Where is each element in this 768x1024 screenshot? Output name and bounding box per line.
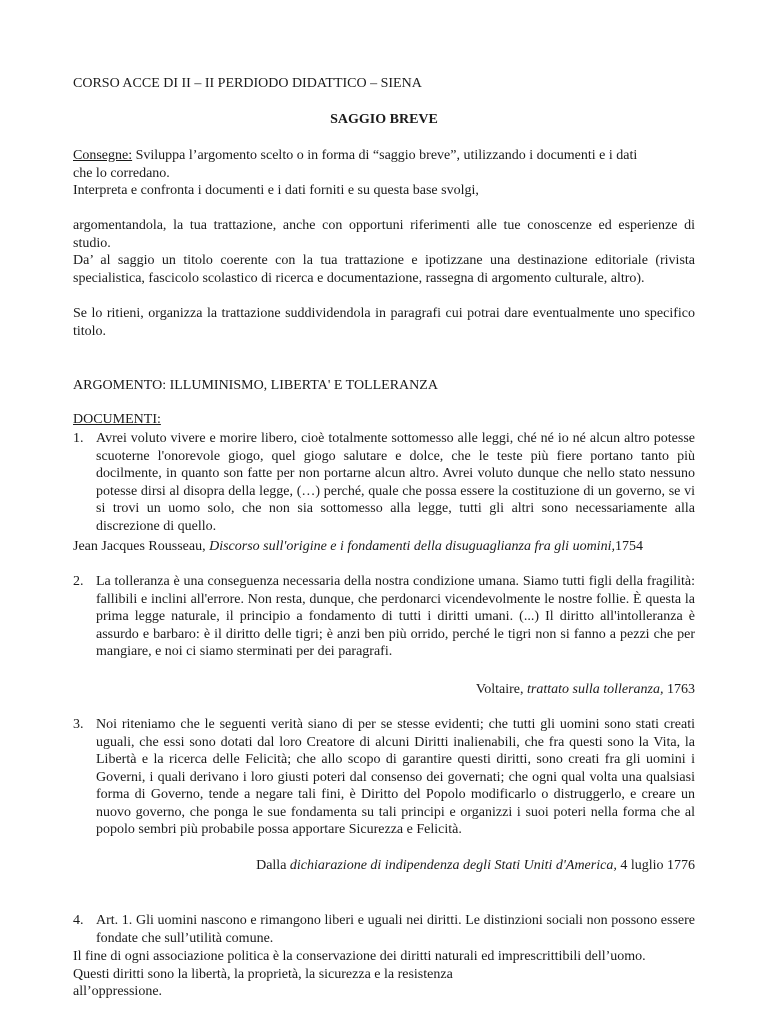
documenti-heading: DOCUMENTI: xyxy=(73,412,161,427)
document-text: Noi riteniamo che le seguenti verità siano di per se stesse evidenti; che tutti gli uomini sono stati creati uguali, che essi sono dotati dal loro Creatore di alcuni Diritti inalienabili, che fra questi sono la Vita, la Libertà e la ricerca delle Felicità; che allo scopo di garantire questi diritti, sono creati fra gli uomini i Governi, i quali derivano i loro giusti poteri dal consenso dei governati; che ogni qual volta una qualsiasi forma di Governo, tende a negare tali fini, è Diritto del Popolo modificarlo o distruggerlo, e creare un nuovo governo, che ponga le sue fondamenta su tali principi e organizzi i suoi poteri nella forma che al popolo sembri più probabile possa apportare Sicurezza e Felicità. xyxy=(96,717,695,837)
document-item-1 xyxy=(73,430,695,535)
document-item-3 xyxy=(73,716,695,839)
closing-line-2: Questi diritti sono la libertà, la proprietà, la sicurezza e la resistenza xyxy=(73,966,453,982)
document-source-1: Jean Jacques Rousseau, Discorso sull'origine e i fondamenti della disuguaglianza fra gli uomini,1754 xyxy=(73,539,643,554)
document-text: Art. 1. Gli uomini nascono e rimangono liberi e uguali nei diritti. Le distinzioni sociali non possono essere fondate che sull’utilità comune. xyxy=(96,913,695,946)
document-number: 4. xyxy=(73,913,84,928)
document-item-4 xyxy=(73,912,695,947)
consegne-block xyxy=(73,147,695,200)
closing-line-1: Il fine di ogni associazione politica è la conservazione dei diritti naturali ed imprescrittibili dell’uomo. xyxy=(73,949,646,964)
consegne-paragraph-3: Da’ al saggio un titolo coerente con la tua trattazione e ipotizzane una destinazione editoriale (rivista specialistica, fascicolo scolastico di ricerca e documentazione, rassegna di argomento culturale, altro). xyxy=(73,253,695,286)
document-number: 3. xyxy=(73,717,84,732)
consegne-line-1: Consegne: Sviluppa l’argomento scelto o in forma di “saggio breve”, utilizzando i documenti e i dati xyxy=(73,148,638,163)
closing-line-3: all’oppressione. xyxy=(73,984,163,999)
document-number: 2. xyxy=(73,574,84,589)
consegne-label: Consegne: xyxy=(73,148,133,163)
course-header: CORSO ACCE DI II – II PERDIODO DIDATTICO – SIENA xyxy=(73,76,422,91)
document-source-3: Dalla dichiarazione di indipendenza degli Stati Uniti d'America, 4 luglio 1776 xyxy=(256,858,695,873)
closing-text xyxy=(73,948,723,1001)
document-text: La tolleranza è una conseguenza necessaria della nostra condizione umana. Siamo tutti figli della fragilità: fallibili e inclini all'errore. Non resta, dunque, che perdonarci vicendevolmente le nostre follie. È questa la prima legge naturale, il principio a fondamento di tutti i diritti umani. (...) Il diritto all'intolleranza è assurdo e barbaro: è il diritto delle tigri; è anzi ben più orrido, perché le tigri non si fanno a pezzi che per mangiare, e noi ci siamo sterminati per dei paragrafi. xyxy=(96,574,695,659)
document-source-2: Voltaire, trattato sulla tolleranza, 1763 xyxy=(475,682,695,697)
document-item-2 xyxy=(73,573,695,661)
document-text: Avrei voluto vivere e morire libero, cioè totalmente sottomesso alle leggi, ché né io né alcun altro potesse scuoterne l'onorevole giogo, quel giogo salutare e dolce, che le teste più fiere portano tanto più docilmente, in quanto son fatte per non portarne alcun altro. Avrei voluto dunque che nello stato nessuno potesse dirsi al disopra della legge, (…) perché, quale che possa essere la costituzione di un governo, se vi si trovi un uomo solo, che non sia sottomesso alla legge, tutti gli altri sono necessariamente alla discrezione di quello. xyxy=(96,431,695,534)
document-number: 1. xyxy=(73,431,84,446)
argomento-heading: ARGOMENTO: ILLUMINISMO, LIBERTA' E TOLLERANZA xyxy=(73,378,438,393)
consegne-paragraph-4: Se lo ritieni, organizza la trattazione suddividendola in paragrafi cui potrai dare eventualmente uno specifico titolo. xyxy=(73,306,695,339)
consegne-line-3: Interpreta e confronta i documenti e i dati forniti e su questa base svolgi, xyxy=(73,183,479,198)
consegne-line-2: che lo corredano. xyxy=(73,165,170,181)
consegne-paragraph-2: argomentandola, la tua trattazione, anche con opportuni riferimenti alle tue conoscenze ed esperienze di studio. xyxy=(73,218,695,251)
document-title: SAGGIO BREVE xyxy=(330,112,438,127)
